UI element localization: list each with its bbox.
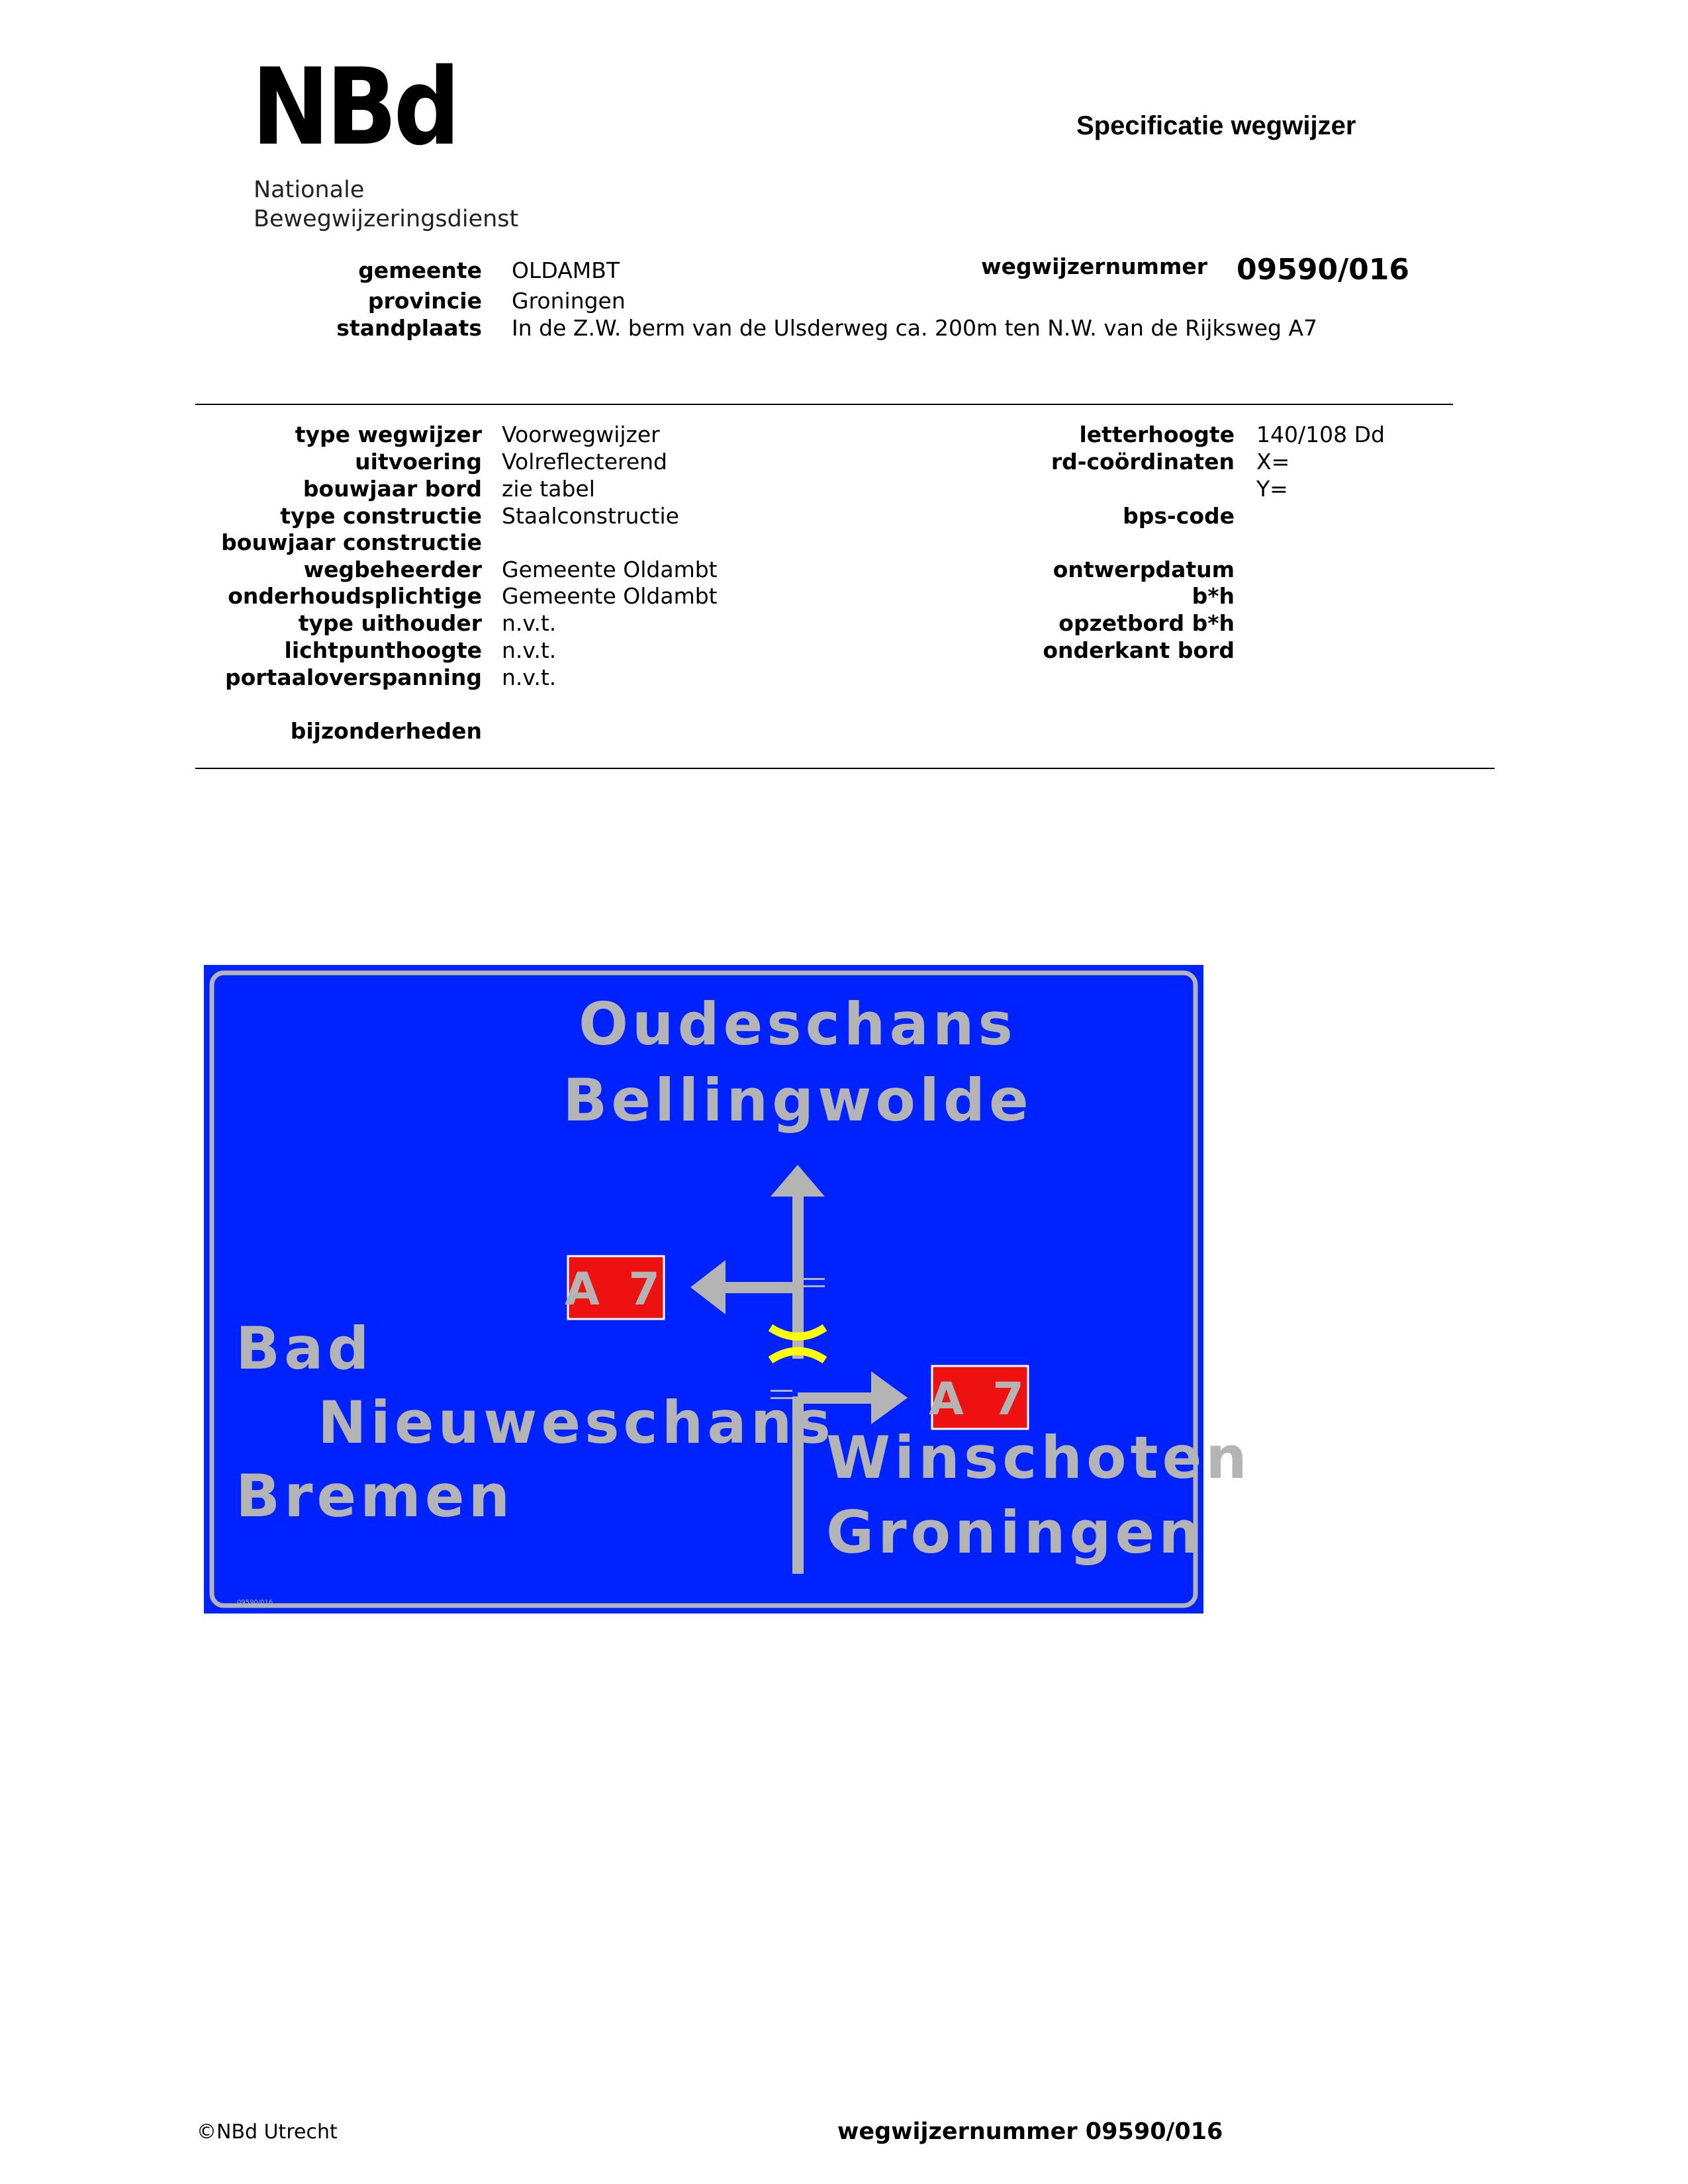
destination-bad: Bad <box>236 1314 373 1383</box>
spec-left-value: n.v.t. <box>502 610 557 636</box>
spec-right-label: opzetbord b*h <box>1058 610 1235 636</box>
spec-right-label: ontwerpdatum <box>1053 557 1235 582</box>
destination-winschoten: Winschoten <box>826 1424 1251 1492</box>
destination-bellingwolde: Bellingwolde <box>563 1066 1033 1134</box>
spec-left-value: Volreflecterend <box>502 449 667 475</box>
spec-left-label: portaaloverspanning <box>225 664 482 690</box>
destination-groningen: Groningen <box>826 1498 1204 1567</box>
standplaats-value: In de Z.W. berm van de Ulsderweg ca. 200m ten N.W. van de Rijksweg A7 <box>512 315 1318 341</box>
shield-left-label: A 7 <box>565 1263 667 1316</box>
nbd-logo: NBd <box>252 45 457 169</box>
spec-left-label: type wegwijzer <box>295 422 482 447</box>
spec-right-label: onderkant bord <box>1043 637 1235 663</box>
traffic-sign <box>204 965 1251 1614</box>
footer-copyright: ©NBd Utrecht <box>197 2120 338 2144</box>
spec-left-label: onderhoudsplichtige <box>228 583 482 609</box>
spec-left-label: bouwjaar constructie <box>221 529 482 555</box>
spec-right-value: Y= <box>1256 476 1288 502</box>
spec-left-label: type constructie <box>280 503 482 529</box>
spec-left-value: Staalconstructie <box>502 503 679 529</box>
gemeente-value: OLDAMBT <box>512 257 620 283</box>
spec-left-label: wegbeheerder <box>303 557 482 582</box>
spec-left-label: uitvoering <box>355 449 482 475</box>
spec-left-value: Gemeente Oldambt <box>502 583 718 609</box>
provincie-label: provincie <box>367 288 482 314</box>
spec-left-label: type uithouder <box>298 610 482 636</box>
spec-right-label: letterhoogte <box>1079 422 1235 447</box>
shield-right-label: A 7 <box>929 1373 1031 1426</box>
footer-number: wegwijzernummer 09590/016 <box>837 2118 1223 2145</box>
spec-right-label: b*h <box>1192 583 1235 609</box>
spec-left-value: Voorwegwijzer <box>502 422 660 447</box>
destination-oudeschans: Oudeschans <box>579 990 1017 1058</box>
wegwijzernummer-label: wegwijzernummer <box>981 253 1207 279</box>
spec-right-label: rd-coördinaten <box>1051 449 1235 475</box>
page-title: Specificatie wegwijzer <box>1076 111 1356 140</box>
logo-subtitle-line2: Bewegwijzeringsdienst <box>254 206 519 232</box>
spec-left-value: n.v.t. <box>502 637 557 663</box>
destination-bremen: Bremen <box>236 1462 514 1530</box>
spec-left-value: zie tabel <box>502 476 595 502</box>
provincie-value: Groningen <box>512 288 626 314</box>
sign-small-code: 09590/016 <box>237 1599 273 1606</box>
standplaats-label: standplaats <box>336 315 482 341</box>
divider-bottom <box>195 768 1495 769</box>
lane-tick <box>804 1285 825 1287</box>
logo-subtitle-line1: Nationale <box>254 177 365 203</box>
spec-right-value: X= <box>1256 449 1290 475</box>
destination-nieuweschans: Nieuweschans <box>318 1388 835 1457</box>
route-shield-right <box>929 1366 1031 1429</box>
gemeente-label: gemeente <box>358 257 482 283</box>
lane-tick <box>804 1278 825 1280</box>
wegwijzernummer-value: 09590/016 <box>1237 253 1409 287</box>
spec-right-value: 140/108 Dd <box>1256 422 1385 447</box>
spec-left-label: bouwjaar bord <box>303 476 482 502</box>
bijzonderheden-label: bijzonderheden <box>290 718 482 744</box>
spec-left-label: lichtpunthoogte <box>284 637 482 663</box>
spec-left-value: Gemeente Oldambt <box>502 557 718 582</box>
divider-top <box>195 404 1453 405</box>
route-shield-left <box>565 1256 667 1319</box>
spec-left-value: n.v.t. <box>502 664 557 690</box>
spec-right-label: bps-code <box>1123 503 1235 529</box>
